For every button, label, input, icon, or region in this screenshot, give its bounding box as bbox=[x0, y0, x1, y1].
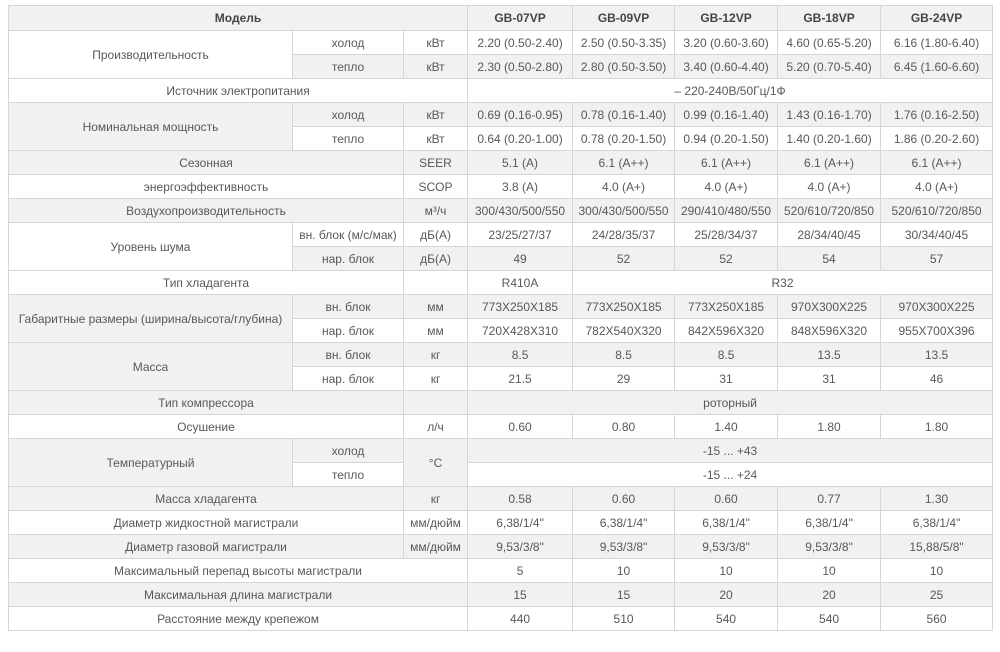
cell: 6,38/1/4" bbox=[675, 511, 778, 535]
cell: 49 bbox=[468, 247, 573, 271]
cell: 15,88/5/8" bbox=[881, 535, 993, 559]
cell: 1.40 bbox=[675, 415, 778, 439]
cell: 31 bbox=[675, 367, 778, 391]
cell: Тип компрессора bbox=[9, 391, 404, 415]
cell: 29 bbox=[573, 367, 675, 391]
cell: R32 bbox=[573, 271, 993, 295]
cell: мм bbox=[404, 295, 468, 319]
cell: Максимальный перепад высоты магистрали bbox=[9, 559, 468, 583]
cell: 0.94 (0.20-1.50) bbox=[675, 127, 778, 151]
cell: вн. блок (м/с/мак) bbox=[293, 223, 404, 247]
cell: 0.77 bbox=[778, 487, 881, 511]
cell: 9,53/3/8" bbox=[675, 535, 778, 559]
cell: 520/610/720/850 bbox=[778, 199, 881, 223]
spec-table bbox=[8, 5, 993, 631]
cell: 1.80 bbox=[881, 415, 993, 439]
cell: Диаметр жидкостной магистрали bbox=[9, 511, 404, 535]
cell: Воздухопроизводительность bbox=[9, 199, 404, 223]
cell: 0.78 (0.16-1.40) bbox=[573, 103, 675, 127]
cell: л/ч bbox=[404, 415, 468, 439]
table-row bbox=[9, 151, 993, 175]
cell: 540 bbox=[675, 607, 778, 631]
table-row bbox=[9, 199, 993, 223]
table-row bbox=[9, 583, 993, 607]
cell: 955X700X396 bbox=[881, 319, 993, 343]
cell: 1.80 bbox=[778, 415, 881, 439]
cell: 300/430/500/550 bbox=[468, 199, 573, 223]
cell: 4.0 (A+) bbox=[881, 175, 993, 199]
cell: 20 bbox=[778, 583, 881, 607]
cell: Осушение bbox=[9, 415, 404, 439]
cell: мм/дюйм bbox=[404, 535, 468, 559]
header-cell: GB-24VP bbox=[881, 6, 993, 31]
cell: 782X540X320 bbox=[573, 319, 675, 343]
cell: дБ(А) bbox=[404, 223, 468, 247]
cell: 2.80 (0.50-3.50) bbox=[573, 55, 675, 79]
cell: 773X250X185 bbox=[468, 295, 573, 319]
cell: 510 bbox=[573, 607, 675, 631]
cell: 4.0 (A+) bbox=[778, 175, 881, 199]
cell: 3.8 (A) bbox=[468, 175, 573, 199]
cell: Сезонная bbox=[9, 151, 404, 175]
cell: 6.1 (A++) bbox=[573, 151, 675, 175]
cell: 13.5 bbox=[778, 343, 881, 367]
cell: -15 ... +43 bbox=[468, 439, 993, 463]
header-cell: GB-07VP bbox=[468, 6, 573, 31]
cell: мм bbox=[404, 319, 468, 343]
cell: 4.0 (A+) bbox=[573, 175, 675, 199]
cell: 10 bbox=[573, 559, 675, 583]
cell: 8.5 bbox=[468, 343, 573, 367]
cell: холод bbox=[293, 103, 404, 127]
cell: 15 bbox=[468, 583, 573, 607]
cell: 970X300X225 bbox=[881, 295, 993, 319]
cell: нар. блок bbox=[293, 247, 404, 271]
cell: 0.64 (0.20-1.00) bbox=[468, 127, 573, 151]
cell: 0.99 (0.16-1.40) bbox=[675, 103, 778, 127]
cell bbox=[404, 391, 468, 415]
cell: 21.5 bbox=[468, 367, 573, 391]
cell: 1.76 (0.16-2.50) bbox=[881, 103, 993, 127]
cell: 6,38/1/4" bbox=[778, 511, 881, 535]
cell: холод bbox=[293, 31, 404, 55]
table-row bbox=[9, 511, 993, 535]
cell: дБ(А) bbox=[404, 247, 468, 271]
cell: 30/34/40/45 bbox=[881, 223, 993, 247]
cell: 10 bbox=[881, 559, 993, 583]
cell: энергоэффективность bbox=[9, 175, 404, 199]
cell: Температурный bbox=[9, 439, 293, 487]
cell: 848X596X320 bbox=[778, 319, 881, 343]
cell: 720X428X310 bbox=[468, 319, 573, 343]
cell: 10 bbox=[778, 559, 881, 583]
cell: 2.20 (0.50-2.40) bbox=[468, 31, 573, 55]
cell: – 220-240В/50Гц/1Ф bbox=[468, 79, 993, 103]
cell: 0.60 bbox=[573, 487, 675, 511]
table-row bbox=[9, 415, 993, 439]
cell: 6.16 (1.80-6.40) bbox=[881, 31, 993, 55]
cell: 2.30 (0.50-2.80) bbox=[468, 55, 573, 79]
cell: кг bbox=[404, 343, 468, 367]
cell: вн. блок bbox=[293, 343, 404, 367]
cell: SCOP bbox=[404, 175, 468, 199]
table-row bbox=[9, 31, 993, 55]
cell: 540 bbox=[778, 607, 881, 631]
cell: Производительность bbox=[9, 31, 293, 79]
cell bbox=[404, 271, 468, 295]
cell: 560 bbox=[881, 607, 993, 631]
cell: 2.50 (0.50-3.35) bbox=[573, 31, 675, 55]
cell: Масса хладагента bbox=[9, 487, 404, 511]
cell: Максимальная длина магистрали bbox=[9, 583, 468, 607]
cell: 0.60 bbox=[675, 487, 778, 511]
table-row bbox=[9, 103, 993, 127]
table-row bbox=[9, 559, 993, 583]
cell: 4.60 (0.65-5.20) bbox=[778, 31, 881, 55]
cell: 46 bbox=[881, 367, 993, 391]
table-row bbox=[9, 223, 993, 247]
cell: 24/28/35/37 bbox=[573, 223, 675, 247]
cell: 6.1 (A++) bbox=[778, 151, 881, 175]
cell: 52 bbox=[573, 247, 675, 271]
cell: R410A bbox=[468, 271, 573, 295]
cell: 5 bbox=[468, 559, 573, 583]
cell: 23/25/27/37 bbox=[468, 223, 573, 247]
cell: 15 bbox=[573, 583, 675, 607]
cell: 6,38/1/4" bbox=[468, 511, 573, 535]
cell: м³/ч bbox=[404, 199, 468, 223]
cell: 1.43 (0.16-1.70) bbox=[778, 103, 881, 127]
cell: 6.1 (A++) bbox=[675, 151, 778, 175]
cell: 10 bbox=[675, 559, 778, 583]
cell: нар. блок bbox=[293, 319, 404, 343]
table-row bbox=[9, 79, 993, 103]
cell: 28/34/40/45 bbox=[778, 223, 881, 247]
cell: Габаритные размеры (ширина/высота/глубина) bbox=[9, 295, 293, 343]
cell: 57 bbox=[881, 247, 993, 271]
cell: нар. блок bbox=[293, 367, 404, 391]
table-row bbox=[9, 391, 993, 415]
table-row bbox=[9, 487, 993, 511]
table-row bbox=[9, 295, 993, 319]
cell: 440 bbox=[468, 607, 573, 631]
cell: 9,53/3/8" bbox=[468, 535, 573, 559]
cell: 300/430/500/550 bbox=[573, 199, 675, 223]
table-row bbox=[9, 271, 993, 295]
cell: кВт bbox=[404, 55, 468, 79]
table-row bbox=[9, 607, 993, 631]
header-cell: Модель bbox=[9, 6, 468, 31]
cell: 9,53/3/8" bbox=[778, 535, 881, 559]
cell: 290/410/480/550 bbox=[675, 199, 778, 223]
header-cell: GB-09VP bbox=[573, 6, 675, 31]
cell: мм/дюйм bbox=[404, 511, 468, 535]
cell: 1.40 (0.20-1.60) bbox=[778, 127, 881, 151]
cell: Диаметр газовой магистрали bbox=[9, 535, 404, 559]
cell: роторный bbox=[468, 391, 993, 415]
table-row bbox=[9, 343, 993, 367]
cell: 6,38/1/4" bbox=[573, 511, 675, 535]
cell: Масса bbox=[9, 343, 293, 391]
cell: Тип хладагента bbox=[9, 271, 404, 295]
cell: 970X300X225 bbox=[778, 295, 881, 319]
cell: 9,53/3/8" bbox=[573, 535, 675, 559]
cell: 3.40 (0.60-4.40) bbox=[675, 55, 778, 79]
cell: кг bbox=[404, 367, 468, 391]
cell: Источник электропитания bbox=[9, 79, 468, 103]
cell: 1.30 bbox=[881, 487, 993, 511]
cell: SEER bbox=[404, 151, 468, 175]
cell: 5.20 (0.70-5.40) bbox=[778, 55, 881, 79]
cell: 3.20 (0.60-3.60) bbox=[675, 31, 778, 55]
cell: тепло bbox=[293, 127, 404, 151]
cell: 31 bbox=[778, 367, 881, 391]
cell: 0.69 (0.16-0.95) bbox=[468, 103, 573, 127]
cell: 5.1 (A) bbox=[468, 151, 573, 175]
cell: 6.45 (1.60-6.60) bbox=[881, 55, 993, 79]
cell: Номинальная мощность bbox=[9, 103, 293, 151]
cell: тепло bbox=[293, 55, 404, 79]
table-row bbox=[9, 175, 993, 199]
cell: °С bbox=[404, 439, 468, 487]
header-row bbox=[9, 6, 993, 31]
cell: кг bbox=[404, 487, 468, 511]
cell: 6.1 (A++) bbox=[881, 151, 993, 175]
cell: 4.0 (A+) bbox=[675, 175, 778, 199]
cell: 0.60 bbox=[468, 415, 573, 439]
cell: Расстояние между крепежом bbox=[9, 607, 468, 631]
cell: 0.80 bbox=[573, 415, 675, 439]
cell: 520/610/720/850 bbox=[881, 199, 993, 223]
cell: тепло bbox=[293, 463, 404, 487]
cell: 54 bbox=[778, 247, 881, 271]
cell: 25/28/34/37 bbox=[675, 223, 778, 247]
table-row bbox=[9, 439, 993, 463]
cell: 0.78 (0.20-1.50) bbox=[573, 127, 675, 151]
cell: кВт bbox=[404, 127, 468, 151]
cell: 8.5 bbox=[675, 343, 778, 367]
header-cell: GB-12VP bbox=[675, 6, 778, 31]
cell: 0.58 bbox=[468, 487, 573, 511]
cell: холод bbox=[293, 439, 404, 463]
cell: Уровень шума bbox=[9, 223, 293, 271]
cell: 773X250X185 bbox=[675, 295, 778, 319]
cell: 25 bbox=[881, 583, 993, 607]
table-row bbox=[9, 535, 993, 559]
cell: 52 bbox=[675, 247, 778, 271]
cell: 20 bbox=[675, 583, 778, 607]
header-cell: GB-18VP bbox=[778, 6, 881, 31]
cell: -15 ... +24 bbox=[468, 463, 993, 487]
cell: 773X250X185 bbox=[573, 295, 675, 319]
cell: 842X596X320 bbox=[675, 319, 778, 343]
cell: вн. блок bbox=[293, 295, 404, 319]
spec-table-body bbox=[9, 6, 993, 631]
cell: кВт bbox=[404, 31, 468, 55]
cell: кВт bbox=[404, 103, 468, 127]
cell: 13.5 bbox=[881, 343, 993, 367]
cell: 1.86 (0.20-2.60) bbox=[881, 127, 993, 151]
cell: 6,38/1/4" bbox=[881, 511, 993, 535]
cell: 8.5 bbox=[573, 343, 675, 367]
